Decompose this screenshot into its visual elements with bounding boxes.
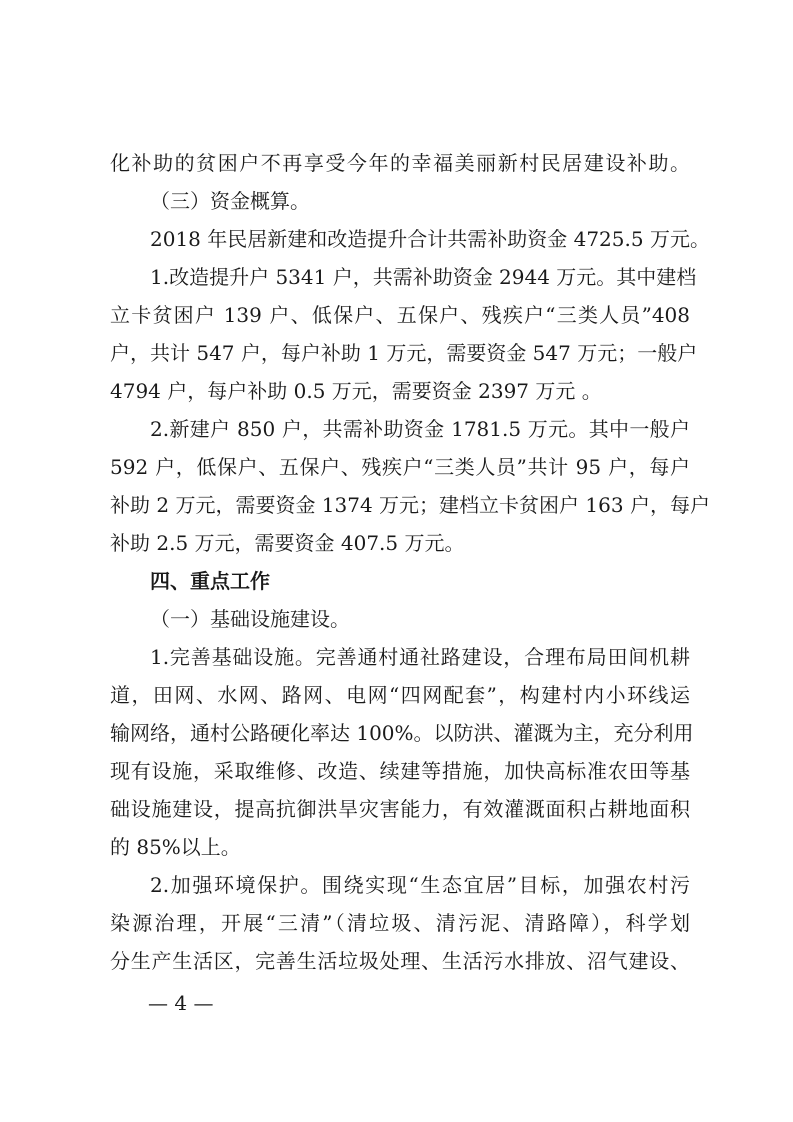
page-number: — 4 — — [148, 991, 214, 1015]
body-text-line: 分生产生活区，完善生活垃圾处理、生活污水排放、沼气建设、 — [110, 949, 690, 973]
body-text-line: 础设施建设，提高抗御洪旱灾害能力，有效灌溉面积占耕地面积 — [110, 797, 690, 821]
list-item-2-line: 2.新建户 850 户，共需补助资金 1781.5 万元。其中一般户 — [150, 417, 690, 441]
body-text-line: 补助 2.5 万元，需要资金 407.5 万元。 — [110, 531, 465, 555]
subsection-heading-infrastructure: （一）基础设施建设。 — [150, 607, 350, 631]
body-text-line: 2018 年民居新建和改造提升合计共需补助资金 4725.5 万元。 — [150, 227, 710, 251]
body-text-line: 4794 户，每户补助 0.5 万元，需要资金 2397 万元 。 — [110, 379, 602, 403]
body-text-line: 输网络，通村公路硬化率达 100%。以防洪、灌溉为主，充分利用 — [110, 721, 694, 745]
list-item-1-line: 1.改造提升户 5341 户，共需补助资金 2944 万元。其中建档 — [150, 265, 697, 289]
section-heading-funding: （三）资金概算。 — [150, 189, 310, 213]
body-text-line: 592 户，低保户、五保户、残疾户“三类人员”共计 95 户，每户 — [110, 455, 690, 479]
section-heading-key-work: 四、重点工作 — [150, 569, 270, 593]
body-text-line: 立卡贫困户 139 户、低保户、五保户、残疾户“三类人员”408 — [110, 303, 690, 327]
list-item-1-line: 1.完善基础设施。完善通村通社路建设，合理布局田间机耕 — [150, 645, 690, 669]
body-text-line: 化补助的贫困户不再享受今年的幸福美丽新村民居建设补助。 — [110, 151, 690, 175]
list-item-2-line: 2.加强环境保护。围绕实现“生态宜居”目标，加强农村污 — [150, 873, 690, 897]
body-text-line: 的 85%以上。 — [110, 835, 241, 859]
body-text-line: 道，田网、水网、路网、电网“四网配套”，构建村内小环线运 — [110, 683, 690, 707]
body-text-line: 现有设施，采取维修、改造、续建等措施，加快高标准农田等基 — [110, 759, 690, 783]
body-text-line: 染源治理，开展“三清”（清垃圾、清污泥、清路障），科学划 — [110, 911, 690, 935]
body-text-line: 户，共计 547 户，每户补助 1 万元，需要资金 547 万元；一般户 — [110, 341, 698, 365]
body-text-line: 补助 2 万元，需要资金 1374 万元；建档立卡贫困户 163 户，每户 — [110, 493, 710, 517]
